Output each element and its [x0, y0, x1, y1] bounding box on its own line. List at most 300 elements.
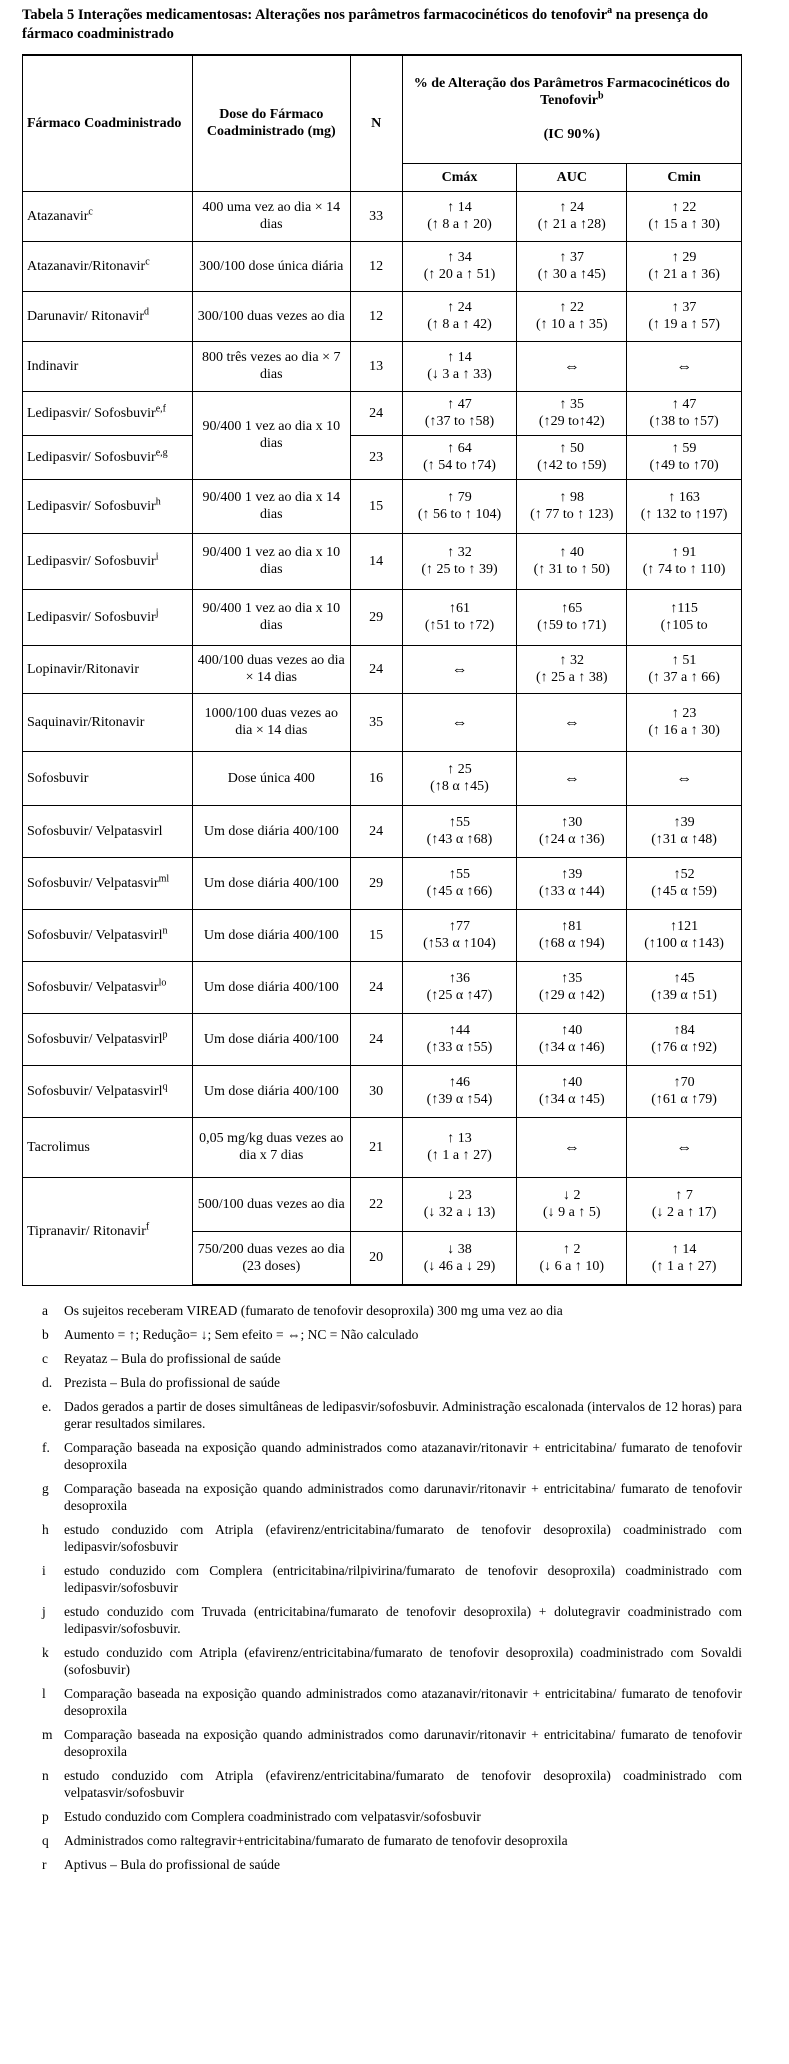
cell-cmax	[402, 241, 517, 291]
footnote-key: d.	[42, 1375, 53, 1390]
footnote-text: Aumento = ↑; Redução= ↓; Sem efeito = ⇔; NC = Não calculado	[64, 1327, 419, 1342]
footnote-text: estudo conduzido com Atripla (efavirenz/entricitabina/fumarato de tenofovir desoproxila) coadministrado com Sovaldi (sofosbuvir)	[64, 1645, 742, 1677]
footnote-key: q	[42, 1833, 49, 1848]
value-ci: (↑ 10 a ↑ 35)	[536, 317, 608, 332]
table-row	[23, 191, 742, 241]
drug-sup: i	[155, 550, 159, 562]
value-ci: (↑39 α ↑54)	[426, 1092, 493, 1107]
cell-n: 12	[350, 241, 402, 291]
footnote	[22, 1856, 742, 1873]
value-main: ⇔	[563, 769, 580, 787]
cell-n: 22	[350, 1177, 402, 1231]
value-main: ↑39	[673, 815, 695, 830]
value-ci: (↑ 21 a ↑28)	[537, 217, 606, 232]
table-row	[23, 909, 742, 961]
footnotes	[22, 1302, 742, 1873]
footnote-key: i	[42, 1563, 46, 1578]
cell-cmin	[627, 533, 742, 589]
drug-name: Tacrolimus	[27, 1139, 90, 1155]
cell-dose: Um dose diária 400/100	[192, 857, 350, 909]
value-ci: (↑ 21 a ↑ 36)	[648, 267, 720, 282]
cell-auc	[517, 1177, 627, 1231]
table-row	[23, 1065, 742, 1117]
cell-cmin	[627, 241, 742, 291]
cell-auc	[517, 291, 627, 341]
value-main: ↑ 32	[447, 545, 472, 560]
value-main: ↑45	[673, 971, 695, 986]
table-row	[23, 241, 742, 291]
footnote-text: Prezista – Bula do profissional de saúde	[64, 1375, 280, 1390]
value-ci: (↑ 16 a ↑ 30)	[648, 723, 720, 738]
cell-cmin	[627, 1231, 742, 1285]
table-row	[23, 645, 742, 693]
value-ci: (↓ 6 a ↑ 10)	[539, 1258, 605, 1274]
title-text: Tabela 5 Interações medicamentosas: Alterações nos parâmetros farmacocinéticos do tenofovir	[22, 7, 608, 23]
footnote-text: estudo conduzido com Complera (entricitabina/rilpivirina/fumarato de tenofovir desoproxila) coadministrado com ledipasvir/sofosbuvir	[64, 1563, 742, 1595]
footnote-key: p	[42, 1809, 49, 1824]
cell-drug	[23, 645, 193, 693]
value-ci: (↑59 to ↑71)	[537, 618, 607, 633]
cell-cmin	[627, 1117, 742, 1177]
table-row	[23, 805, 742, 857]
cell-cmax	[402, 805, 517, 857]
value-ci: (↑42 to ↑59)	[537, 458, 607, 473]
value-main: ↑ 24	[447, 300, 472, 315]
value-main: ↑70	[673, 1075, 695, 1090]
value-ci: (↑105 to	[660, 618, 708, 633]
drug-name: Ledipasvir/ Sofosbuvir	[27, 609, 156, 625]
footnote-text: Aptivus – Bula do profissional de saúde	[64, 1857, 280, 1872]
cell-cmax	[402, 191, 517, 241]
table-title	[22, 6, 742, 44]
footnote-text: estudo conduzido com Atripla (efavirenz/entricitabina/fumarato de tenofovir desoproxila) coadministrado com ledipasvir/sofosbuvir	[64, 1522, 742, 1554]
value-main: ↑ 50	[559, 441, 585, 456]
table-row	[23, 961, 742, 1013]
drug-name: Sofosbuvir/ Velpatasvir	[27, 875, 159, 891]
cell-cmax	[402, 1177, 517, 1231]
drug-sup: f	[145, 1220, 150, 1232]
cell-dose: 800 três vezes ao dia × 7 dias	[192, 341, 350, 391]
header-cmin: Cmin	[627, 163, 742, 191]
cell-drug	[23, 1065, 193, 1117]
value-main: ↑52	[673, 867, 695, 882]
title-rest: na presença do fármaco coadministrado	[22, 7, 709, 42]
value-ci: (↑ 31 to ↑ 50)	[533, 562, 610, 577]
drug-sup: p	[162, 1028, 168, 1040]
cell-dose: Um dose diária 400/100	[192, 961, 350, 1013]
value-ci: (↑ 19 a ↑ 57)	[648, 317, 720, 332]
drug-name: Sofosbuvir/ Velpatasvirl	[27, 1031, 163, 1047]
value-main: ⇔	[451, 713, 468, 731]
value-main: ↑ 14	[447, 200, 472, 215]
cell-drug	[23, 479, 193, 533]
value-main: ↑ 79	[447, 490, 472, 505]
value-main: ↑81	[561, 919, 583, 934]
cell-drug	[23, 341, 193, 391]
cell-dose: 0,05 mg/kg duas vezes ao dia x 7 dias	[192, 1117, 350, 1177]
value-main: ↑65	[561, 601, 583, 616]
cell-dose: 300/100 dose única diária	[192, 241, 350, 291]
value-ci: (↑ 56 to ↑ 104)	[417, 507, 502, 522]
footnote	[22, 1480, 742, 1514]
value-main: ↑ 35	[559, 397, 585, 412]
footnote-key: n	[42, 1768, 49, 1783]
value-main: ↑40	[561, 1023, 583, 1038]
drug-name: Sofosbuvir/ Velpatasvir	[27, 979, 159, 995]
drug-name: Tipranavir/ Ritonavir	[27, 1223, 146, 1239]
cell-n: 16	[350, 751, 402, 805]
value-main: ↑ 22	[671, 200, 697, 215]
cell-cmin	[627, 805, 742, 857]
value-ci: (↑45 α ↑59)	[651, 884, 717, 899]
drug-sup: lo	[158, 976, 167, 988]
header-pct-sup: b	[597, 90, 604, 102]
value-main: ↑30	[561, 815, 583, 830]
cell-n: 33	[350, 191, 402, 241]
cell-cmin	[627, 693, 742, 751]
footnote-text: Reyataz – Bula do profissional de saúde	[64, 1351, 281, 1366]
value-ci: (↑ 8 a ↑ 42)	[427, 317, 492, 332]
value-main: ⇔	[676, 1138, 693, 1156]
value-main: ↑ 163	[668, 490, 700, 505]
value-main: ↑36	[449, 971, 470, 986]
value-main: ↑39	[561, 867, 583, 882]
cell-n: 15	[350, 479, 402, 533]
cell-dose: 90/400 1 vez ao dia x 10 dias	[192, 589, 350, 645]
cell-dose: Um dose diária 400/100	[192, 909, 350, 961]
cell-drug	[23, 751, 193, 805]
footnote-key: b	[42, 1327, 49, 1342]
cell-dose: Um dose diária 400/100	[192, 1065, 350, 1117]
value-main: ↑ 47	[671, 397, 697, 412]
cell-drug	[23, 1177, 193, 1285]
footnote-key: a	[42, 1303, 48, 1318]
value-ci: (↑ 74 to ↑ 110)	[642, 562, 726, 577]
drug-sup: j	[155, 606, 159, 618]
footnote-text: Comparação baseada na exposição quando administrados como atazanavir/ritonavir + entricitabina/ fumarato de tenofovir desoproxila	[64, 1686, 742, 1718]
drug-sup: ml	[158, 872, 170, 884]
cell-cmin	[627, 391, 742, 435]
value-ci: (↑ 37 a ↑ 66)	[648, 670, 720, 685]
cell-cmax	[402, 479, 517, 533]
cell-drug	[23, 435, 193, 479]
value-main: ↑77	[449, 919, 470, 934]
footnote-key: c	[42, 1351, 48, 1366]
footnote-text: estudo conduzido com Atripla (efavirenz/entricitabina/fumarato de tenofovir desoproxila) coadministrado com velpatasvir/sofosbuvir	[64, 1768, 742, 1800]
value-ci: (↑31 α ↑48)	[651, 832, 717, 847]
value-ci: (↑29 to↑42)	[538, 414, 605, 429]
cell-cmin	[627, 645, 742, 693]
table-row	[23, 751, 742, 805]
value-main: ↑ 64	[447, 441, 472, 456]
footnote-key: f.	[42, 1440, 50, 1455]
cell-drug	[23, 1013, 193, 1065]
cell-dose: Um dose diária 400/100	[192, 805, 350, 857]
table-row	[23, 1177, 742, 1231]
value-ci: (↑34 α ↑45)	[538, 1092, 605, 1107]
title-sup: a	[607, 5, 613, 17]
footnote	[22, 1350, 742, 1367]
header-pct	[402, 55, 741, 163]
footnote-text: Os sujeitos receberam VIREAD (fumarato de tenofovir desoproxila) 300 mg uma vez ao dia	[64, 1303, 563, 1318]
cell-n: 21	[350, 1117, 402, 1177]
cell-drug	[23, 805, 193, 857]
cell-cmax	[402, 1231, 517, 1285]
cell-drug	[23, 533, 193, 589]
table-row	[23, 857, 742, 909]
footnote-key: k	[42, 1645, 49, 1660]
cell-cmax	[402, 1117, 517, 1177]
cell-drug	[23, 1117, 193, 1177]
cell-n: 24	[350, 391, 402, 435]
value-main: ⇔	[676, 357, 693, 375]
cell-cmin	[627, 1065, 742, 1117]
value-main: ↑ 14	[671, 1241, 697, 1257]
cell-auc	[517, 751, 627, 805]
table-row	[23, 693, 742, 751]
cell-n: 14	[350, 533, 402, 589]
footnote	[22, 1603, 742, 1637]
drug-sup: q	[162, 1080, 168, 1092]
value-main: ⇔	[563, 713, 580, 731]
value-ci: (↑39 α ↑51)	[651, 988, 717, 1003]
value-main: ↑ 37	[671, 300, 697, 315]
value-ci: (↑33 α ↑44)	[538, 884, 605, 899]
value-ci: (↑8 α ↑45)	[430, 779, 489, 794]
value-ci: (↑76 α ↑92)	[651, 1040, 717, 1055]
cell-cmin	[627, 961, 742, 1013]
cell-drug	[23, 191, 193, 241]
cell-n: 23	[350, 435, 402, 479]
cell-dose: 750/200 duas vezes ao dia (23 doses)	[192, 1231, 350, 1285]
cell-cmin	[627, 291, 742, 341]
cell-cmin	[627, 909, 742, 961]
cell-n: 29	[350, 857, 402, 909]
cell-dose: 500/100 duas vezes ao dia	[192, 1177, 350, 1231]
drug-name: Sofosbuvir/ Velpatasvirl	[27, 927, 163, 943]
cell-dose: Dose única 400	[192, 751, 350, 805]
drug-sup: d	[144, 305, 150, 317]
cell-auc	[517, 341, 627, 391]
value-main: ↑ 13	[447, 1131, 472, 1146]
value-main: ↑35	[561, 971, 583, 986]
table-row	[23, 341, 742, 391]
footnote-key: h	[42, 1522, 49, 1537]
value-ci: (↑61 α ↑79)	[651, 1092, 717, 1107]
drug-name: Atazanavir	[27, 208, 89, 224]
footnote-text: estudo conduzido com Truvada (entricitabina/fumarato de tenofovir desoproxila) + dolutegravir coadministrado com ledipasvir/sofosbuvir.	[64, 1604, 742, 1636]
drug-name: Saquinavir/Ritonavir	[27, 714, 145, 730]
header-pct-text: % de Alteração dos Parâmetros Farmacocinéticos do Tenofovir	[413, 76, 730, 109]
value-ci: (↓ 32 a ↓ 13)	[423, 1205, 496, 1220]
cell-dose: 90/400 1 vez ao dia x 10 dias	[192, 533, 350, 589]
table-row	[23, 1013, 742, 1065]
drug-name: Lopinavir/Ritonavir	[27, 661, 139, 677]
footnote-key: e.	[42, 1399, 52, 1414]
value-main: ⇔	[451, 660, 468, 678]
cell-n: 20	[350, 1231, 402, 1285]
value-main: ↑ 2	[563, 1241, 581, 1257]
value-main: ↑ 34	[447, 250, 472, 265]
cell-auc	[517, 1117, 627, 1177]
footnote	[22, 1374, 742, 1391]
cell-auc	[517, 961, 627, 1013]
cell-auc	[517, 533, 627, 589]
cell-cmin	[627, 751, 742, 805]
value-ci: (↑ 25 a ↑ 38)	[536, 670, 608, 685]
value-ci: (↑ 8 a ↑ 20)	[427, 217, 492, 232]
cell-dose: 400 uma vez ao dia × 14 dias	[192, 191, 350, 241]
footnote	[22, 1832, 742, 1849]
header-auc: AUC	[517, 163, 627, 191]
value-main: ↑121	[670, 919, 699, 934]
value-ci: (↓ 46 a ↓ 29)	[423, 1258, 496, 1274]
value-main: ↓ 23	[447, 1188, 472, 1203]
value-main: ↑ 37	[559, 250, 585, 265]
value-ci: (↑37 to ↑58)	[424, 414, 495, 429]
value-main: ⇔	[676, 769, 693, 787]
cell-auc	[517, 1013, 627, 1065]
value-ci: (↑51 to ↑72)	[424, 618, 495, 633]
footnote-key: j	[42, 1604, 46, 1619]
value-ci: (↑100 α ↑143)	[644, 936, 724, 951]
value-ci: (↑24 α ↑36)	[538, 832, 605, 847]
cell-cmin	[627, 341, 742, 391]
cell-cmax	[402, 1013, 517, 1065]
value-main: ↑55	[449, 815, 470, 830]
value-main: ↑ 59	[671, 441, 697, 456]
table-row	[23, 391, 742, 435]
value-ci: (↓ 3 a ↑ 33)	[427, 367, 492, 382]
cell-auc	[517, 909, 627, 961]
value-ci: (↑38 to ↑57)	[649, 414, 719, 429]
drug-sup: c	[88, 205, 93, 217]
value-main: ↑ 7	[675, 1188, 693, 1203]
footnote	[22, 1302, 742, 1319]
header-cmax: Cmáx	[402, 163, 517, 191]
cell-auc	[517, 857, 627, 909]
cell-cmax	[402, 909, 517, 961]
cell-drug	[23, 291, 193, 341]
drug-name: Ledipasvir/ Sofosbuvir	[27, 498, 156, 514]
cell-dose: 1000/100 duas vezes ao dia × 14 dias	[192, 693, 350, 751]
cell-cmax	[402, 857, 517, 909]
footnote	[22, 1808, 742, 1825]
cell-n: 24	[350, 1013, 402, 1065]
cell-n: 35	[350, 693, 402, 751]
value-ci: (↑68 α ↑94)	[538, 936, 605, 951]
drug-name: Ledipasvir/ Sofosbuvir	[27, 405, 156, 421]
table-row	[23, 435, 742, 479]
value-ci: (↑45 α ↑66)	[426, 884, 493, 899]
cell-cmax	[402, 961, 517, 1013]
cell-drug	[23, 391, 193, 435]
table-row	[23, 479, 742, 533]
cell-auc	[517, 1231, 627, 1285]
cell-auc	[517, 479, 627, 533]
table-row	[23, 1117, 742, 1177]
interactions-table	[22, 54, 742, 1286]
footnote-text: Comparação baseada na exposição quando administrados como darunavir/ritonavir + entricitabina/ fumarato de tenofovir desoproxila	[64, 1481, 742, 1513]
footnote	[22, 1439, 742, 1473]
value-main: ↑ 29	[671, 250, 697, 265]
value-ci: (↑ 30 a ↑45)	[537, 267, 606, 282]
cell-cmax	[402, 341, 517, 391]
drug-sup: e,f	[155, 402, 166, 414]
cell-drug	[23, 589, 193, 645]
value-ci: (↑43 α ↑68)	[426, 832, 493, 847]
footnote	[22, 1767, 742, 1801]
cell-auc	[517, 241, 627, 291]
cell-n: 29	[350, 589, 402, 645]
cell-drug	[23, 961, 193, 1013]
footnote	[22, 1521, 742, 1555]
drug-name: Sofosbuvir/ Velpatasvirl	[27, 823, 163, 839]
value-main: ↑44	[449, 1023, 470, 1038]
drug-sup: c	[145, 255, 150, 267]
value-main: ↑84	[673, 1023, 695, 1038]
footnote	[22, 1644, 742, 1678]
value-main: ↑61	[449, 601, 470, 616]
cell-cmin	[627, 1177, 742, 1231]
cell-cmax	[402, 533, 517, 589]
footnote	[22, 1685, 742, 1719]
value-main: ↑ 25	[447, 762, 472, 777]
cell-drug	[23, 909, 193, 961]
value-ci: (↑ 54 to ↑74)	[423, 458, 496, 473]
footnote-text: Comparação baseada na exposição quando administrados como atazanavir/ritonavir + entricitabina/ fumarato de tenofovir desoproxila	[64, 1440, 742, 1472]
value-ci: (↑ 132 to ↑197)	[640, 507, 728, 522]
value-ci: (↑53 α ↑104)	[423, 936, 496, 951]
value-main: ⇔	[563, 357, 580, 375]
cell-n: 24	[350, 961, 402, 1013]
cell-auc	[517, 191, 627, 241]
cell-dose: 300/100 duas vezes ao dia	[192, 291, 350, 341]
cell-n: 24	[350, 805, 402, 857]
cell-auc	[517, 805, 627, 857]
value-main: ↑ 51	[671, 653, 697, 668]
cell-cmax	[402, 751, 517, 805]
cell-n: 12	[350, 291, 402, 341]
footnote	[22, 1398, 742, 1432]
value-main: ↑ 91	[671, 545, 697, 560]
footnote-key: r	[42, 1857, 47, 1872]
cell-cmin	[627, 1013, 742, 1065]
drug-sup: e,g	[155, 446, 168, 458]
footnote	[22, 1326, 742, 1343]
value-ci: (↑ 15 a ↑ 30)	[648, 217, 720, 232]
footnote	[22, 1562, 742, 1596]
header-n: N	[350, 55, 402, 191]
value-main: ↑ 22	[559, 300, 585, 315]
cell-n: 15	[350, 909, 402, 961]
cell-cmin	[627, 589, 742, 645]
cell-dose: 400/100 duas vezes ao dia × 14 dias	[192, 645, 350, 693]
footnote-text: Estudo conduzido com Complera coadministrado com velpatasvir/sofosbuvir	[64, 1809, 481, 1824]
table-row	[23, 291, 742, 341]
value-main: ↑ 98	[559, 490, 585, 505]
footnote-key: l	[42, 1686, 46, 1701]
drug-name: Darunavir/ Ritonavir	[27, 308, 145, 324]
drug-name: Atazanavir/Ritonavir	[27, 258, 146, 274]
header-ci: (IC 90%)	[543, 127, 600, 143]
footnote-text: Dados gerados a partir de doses simultâneas de ledipasvir/sofosbuvir. Administração escalonada (intervalos de 12 horas) para gerar resultados similares.	[64, 1399, 742, 1431]
drug-name: Sofosbuvir/ Velpatasvirl	[27, 1083, 163, 1099]
drug-name: Ledipasvir/ Sofosbuvir	[27, 449, 156, 465]
cell-auc	[517, 645, 627, 693]
cell-drug	[23, 857, 193, 909]
cell-cmax	[402, 1065, 517, 1117]
